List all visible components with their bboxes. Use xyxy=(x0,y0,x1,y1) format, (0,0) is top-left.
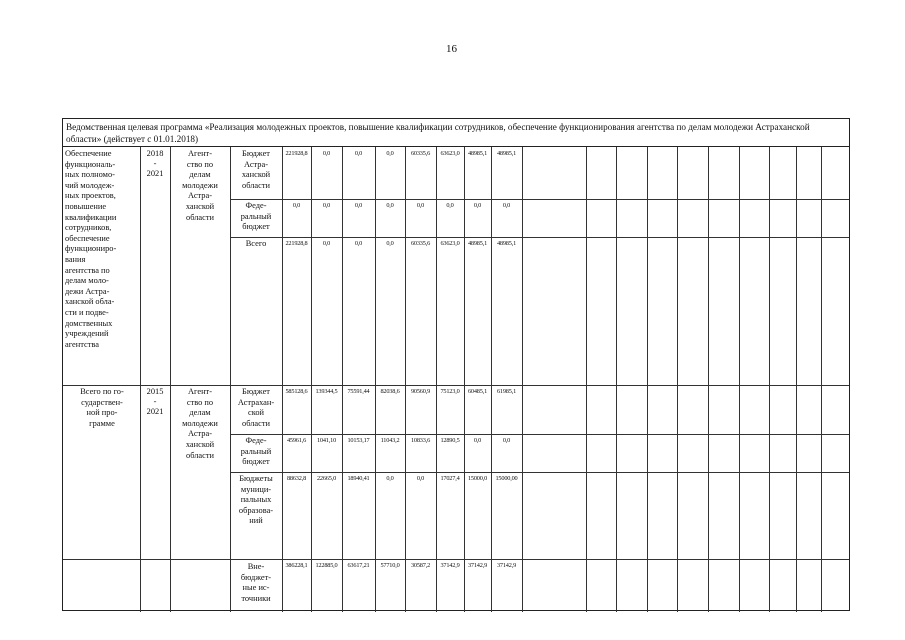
funding-source-line: бюджет- xyxy=(240,572,272,582)
funding-value: 37142,9 xyxy=(496,562,517,569)
funding-value: 48985,1 xyxy=(496,150,517,157)
funding-value: 18940,41 xyxy=(347,475,370,482)
measure-name-line: функциониро- xyxy=(65,244,117,254)
executor-line: ство по xyxy=(186,159,214,169)
funding-source xyxy=(231,474,281,561)
funding-source-line: ральный xyxy=(240,446,272,456)
row-line xyxy=(230,199,849,200)
funding-value: 15000,0 xyxy=(467,475,488,482)
column-line xyxy=(436,147,437,612)
funding-value: 122885,0 xyxy=(315,562,338,569)
funding-value: 22665,0 xyxy=(316,475,337,482)
funding-value: 30587,2 xyxy=(410,562,431,569)
column-line xyxy=(739,147,740,612)
column-line xyxy=(677,147,678,612)
executor-line: ство по xyxy=(186,397,214,407)
executor xyxy=(170,387,230,477)
row-line xyxy=(230,434,849,435)
funding-value: 11043,2 xyxy=(380,437,400,444)
funding-source-line: бюджет xyxy=(242,457,270,467)
program-total-name-line: ной про- xyxy=(86,408,118,418)
measure-name-line: чий молодеж- xyxy=(65,180,115,190)
funding-source xyxy=(231,201,281,239)
executor-line: ханской xyxy=(185,201,215,211)
funding-value: 17027,4 xyxy=(440,475,460,482)
period-end: 2021 xyxy=(146,169,164,178)
row-line xyxy=(230,472,849,473)
column-line xyxy=(140,147,141,612)
funding-value: 585128,6 xyxy=(285,388,308,395)
funding-value: 60335,6 xyxy=(410,150,431,157)
funding-value: 0,0 xyxy=(386,475,394,482)
funding-source-line: Бюджет xyxy=(242,387,270,396)
funding-value: 48985,1 xyxy=(467,240,488,247)
column-line xyxy=(311,147,312,612)
column-line xyxy=(342,147,343,612)
column-line xyxy=(647,147,648,612)
funding-value: 90560,9 xyxy=(410,388,431,395)
measure-name-line: ных проектов, xyxy=(65,191,116,201)
executor-line: Агент- xyxy=(187,387,213,396)
column-line xyxy=(282,147,283,612)
page-number: 16 xyxy=(446,43,457,55)
funding-source-line: Феде- xyxy=(245,201,267,210)
period-dash: - xyxy=(153,159,157,168)
column-line xyxy=(491,147,492,612)
column-line xyxy=(796,147,797,612)
measure-name-line: вания xyxy=(65,254,86,264)
funding-source-line: Всего xyxy=(245,239,267,248)
funding-source-line: Астрахан- xyxy=(237,397,275,407)
measure-name-line: функциональ- xyxy=(65,159,116,169)
funding-value: 63617,21 xyxy=(347,562,370,569)
funding-source-line: ний xyxy=(249,516,263,526)
column-line xyxy=(708,147,709,612)
measure-name-line: ных полномо- xyxy=(65,170,115,180)
period-dash: - xyxy=(153,397,157,406)
funding-value: 221928,8 xyxy=(285,240,308,247)
executor-line: ханской xyxy=(185,439,215,449)
funding-value: 48985,1 xyxy=(496,240,517,247)
column-line xyxy=(821,147,822,612)
executor-line: области xyxy=(186,212,214,222)
funding-value: 10833,6 xyxy=(410,437,431,444)
funding-value: 63623,0 xyxy=(440,150,460,157)
funding-value: 0,0 xyxy=(473,437,482,444)
funding-source-line: ные ис- xyxy=(242,583,270,593)
funding-value: 0,0 xyxy=(322,202,331,209)
funding-value: 45961,6 xyxy=(286,437,307,444)
period-start: 2018 xyxy=(146,149,164,158)
measure-name-line: квалификации xyxy=(65,212,117,222)
executor-line: области xyxy=(186,450,214,460)
funding-source-line: ральный xyxy=(240,211,272,221)
funding-source-line: Астра- xyxy=(243,159,268,169)
funding-value: 0,0 xyxy=(473,202,482,209)
funding-value: 386228,1 xyxy=(285,562,308,569)
measure-name xyxy=(65,149,138,385)
row-line xyxy=(230,237,849,238)
measure-name-line: делам моло- xyxy=(65,276,109,286)
measure-name-line: дежи Астра- xyxy=(65,286,110,296)
measure-name-line: обеспечение xyxy=(65,233,110,243)
funding-source-line: ханской xyxy=(241,170,271,180)
executor-line: Агент- xyxy=(187,149,213,158)
measure-name-line: домственных xyxy=(65,318,113,328)
program-total-name xyxy=(67,387,137,447)
column-line xyxy=(464,147,465,612)
measure-name-line: сотрудников, xyxy=(65,223,112,233)
funding-source xyxy=(231,149,281,201)
column-line xyxy=(769,147,770,612)
funding-value: 60485,1 xyxy=(467,388,488,395)
executor-line: молодежи xyxy=(182,180,218,190)
funding-source-line: Бюджеты xyxy=(239,474,273,483)
column-line xyxy=(405,147,406,612)
program-total-name-line: грамме xyxy=(89,418,115,428)
funding-source-line: муници- xyxy=(240,484,272,494)
funding-value: 61985,1 xyxy=(496,388,517,395)
executor-line: Астра- xyxy=(187,191,212,201)
program-total-name-line: сударствен- xyxy=(81,397,123,407)
funding-source-line: Феде- xyxy=(245,436,267,445)
program-header: Ведомственная целевая программа «Реализация молодежных проектов, повышение квалификации сотрудников, обеспечение функционирования агентства по делам молодежи Астраханской области» (действует с 01.01.2018) xyxy=(63,119,849,147)
funding-value: 139344,5 xyxy=(315,388,338,395)
funding-value: 0,0 xyxy=(386,202,394,209)
funding-source-line: пальных xyxy=(240,495,272,505)
funding-value: 0,0 xyxy=(386,240,394,247)
funding-value: 221928,8 xyxy=(285,150,308,157)
funding-value: 63623,0 xyxy=(440,240,460,247)
funding-value: 57710,0 xyxy=(380,562,400,569)
row-line xyxy=(63,559,849,560)
funding-value: 12890,5 xyxy=(440,437,460,444)
measure-name-line: сти и подве- xyxy=(65,307,109,317)
executor-line: Астра- xyxy=(187,429,212,439)
funding-value: 0,0 xyxy=(502,202,511,209)
measure-name-line: агентства xyxy=(65,339,99,349)
funding-value: 37142,9 xyxy=(440,562,460,569)
funding-source-line: ской xyxy=(247,408,265,418)
funding-source xyxy=(231,562,281,615)
funding-value: 10153,17 xyxy=(347,437,370,444)
funding-value: 0,0 xyxy=(502,437,511,444)
funding-value: 0,0 xyxy=(416,202,425,209)
executor xyxy=(170,149,230,239)
funding-source xyxy=(231,387,281,436)
executor-line: делам xyxy=(189,408,211,418)
column-line xyxy=(586,147,587,612)
funding-source-line: области xyxy=(242,180,270,190)
measure-name-line: повышение xyxy=(65,201,107,211)
funding-value: 0,0 xyxy=(354,240,363,247)
funding-value: 48985,1 xyxy=(467,150,488,157)
funding-source-line: бюджет xyxy=(242,222,270,232)
measure-name-line: агентства по xyxy=(65,265,110,275)
measure-name-line: учреждений xyxy=(65,329,109,339)
column-line xyxy=(375,147,376,612)
funding-value: 75123,0 xyxy=(440,388,460,395)
funding-value: 0,0 xyxy=(386,150,394,157)
funding-source-line: Бюджет xyxy=(242,149,270,158)
block-separator xyxy=(63,385,849,386)
column-line xyxy=(616,147,617,612)
funding-value: 75591,44 xyxy=(347,388,370,395)
funding-value: 0,0 xyxy=(354,150,363,157)
funding-value: 0,0 xyxy=(322,240,331,247)
funding-value: 0,0 xyxy=(292,202,301,209)
executor-line: делам xyxy=(189,170,211,180)
funding-value: 0,0 xyxy=(354,202,363,209)
funding-source-line: образова- xyxy=(238,505,274,515)
measure-name-line: ханской обла- xyxy=(65,297,115,307)
program-total-name-line: Всего по го- xyxy=(80,387,124,396)
funding-value: 0,0 xyxy=(416,475,425,482)
funding-value: 82038,6 xyxy=(380,388,400,395)
funding-value: 88632,8 xyxy=(286,475,307,482)
funding-source xyxy=(231,436,281,474)
funding-source-line: Вне- xyxy=(247,562,265,571)
period-start: 2015 xyxy=(146,387,164,396)
funding-source-line: точники xyxy=(241,593,271,603)
period-end: 2021 xyxy=(146,407,164,416)
measure-name-line: Обеспечение xyxy=(65,149,112,158)
executor-line: молодежи xyxy=(182,418,218,428)
funding-source-line: области xyxy=(242,418,270,428)
column-line xyxy=(522,147,523,612)
budget-table xyxy=(62,118,850,611)
funding-value: 0,0 xyxy=(322,150,331,157)
funding-source xyxy=(231,239,281,387)
funding-value: 60335,6 xyxy=(410,240,431,247)
funding-value: 0,0 xyxy=(446,202,454,209)
funding-value: 37142,9 xyxy=(467,562,488,569)
funding-value: 15000,00 xyxy=(495,475,518,482)
funding-value: 1041,10 xyxy=(316,437,337,444)
